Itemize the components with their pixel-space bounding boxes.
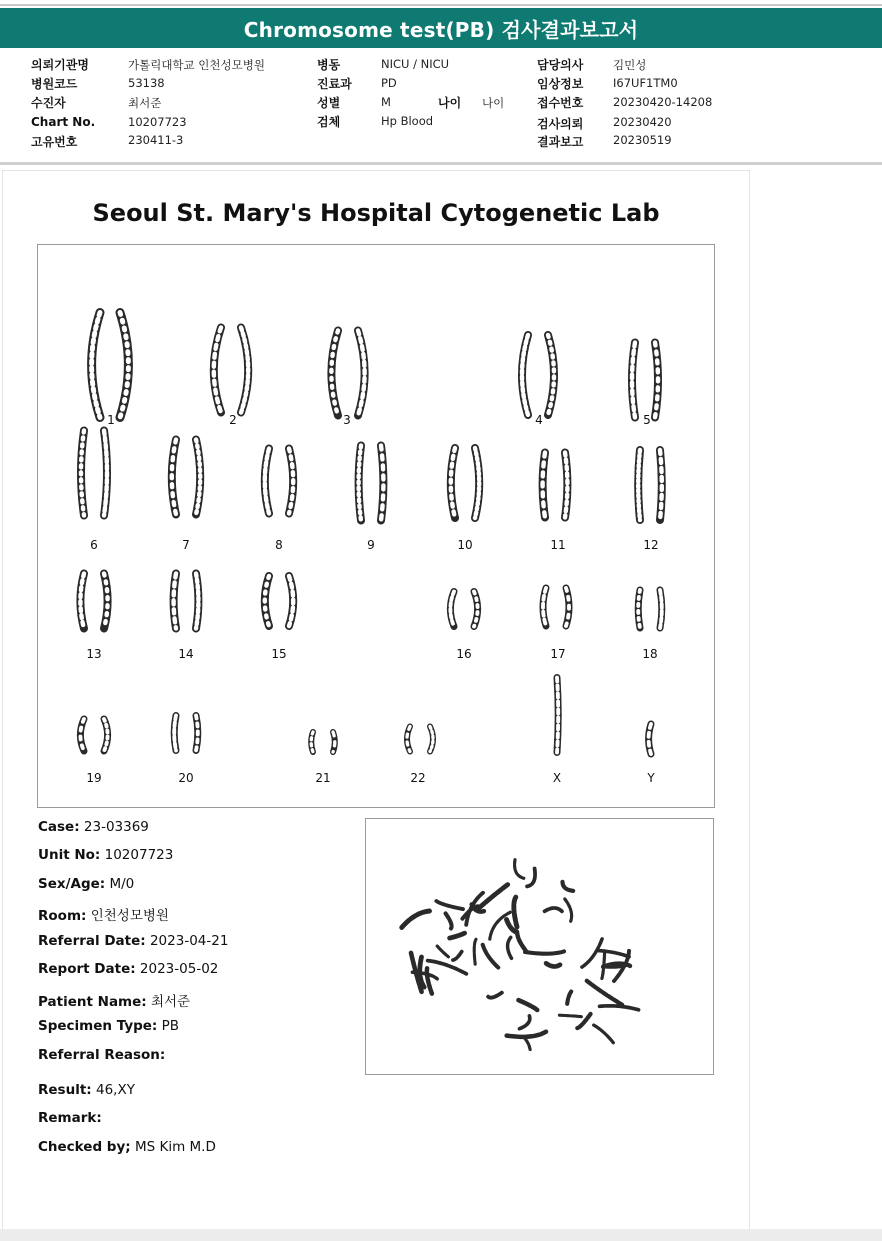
chromosome-bands xyxy=(543,453,545,518)
label-specimen: 검체 xyxy=(317,115,341,129)
chromosome xyxy=(548,335,554,415)
chromosome-label: Y xyxy=(647,771,655,785)
chromosome xyxy=(265,449,269,514)
metaphase-chromosome xyxy=(428,961,467,974)
chromosome xyxy=(333,732,335,752)
detail-value: 최서준 xyxy=(146,994,191,1010)
value-receipt-no: 20230420-14208 xyxy=(613,95,713,109)
chromosome xyxy=(81,431,84,516)
metaphase-chromosome xyxy=(527,869,535,887)
chromosome-bands xyxy=(196,574,198,629)
metaphase-chromosome xyxy=(594,1025,614,1043)
value-age: 나이 xyxy=(482,96,505,110)
detail-row xyxy=(38,1047,165,1063)
metaphase-chromosome xyxy=(546,963,561,966)
metaphase-chromosome xyxy=(483,945,499,968)
metaphase-chromosome xyxy=(427,968,432,994)
value-result-report: 20230519 xyxy=(613,133,672,147)
chromosome xyxy=(80,574,84,629)
metaphase-chromosome xyxy=(525,951,564,953)
metaphase-chromosome xyxy=(565,899,572,921)
chromosome xyxy=(120,313,128,418)
metaphase-chromosome xyxy=(525,1039,530,1050)
chromosome xyxy=(104,719,108,751)
label-sex: 성별 xyxy=(317,96,341,110)
chromosome xyxy=(407,727,410,752)
detail-row xyxy=(38,1082,135,1098)
chromosome xyxy=(566,588,569,626)
chromosome xyxy=(289,449,293,514)
value-physician: 김민성 xyxy=(613,58,647,72)
detail-label: Referral Reason: xyxy=(38,1047,166,1063)
bottom-margin xyxy=(0,1229,882,1241)
chromosome xyxy=(104,431,107,516)
chromosome xyxy=(638,590,640,628)
chromosome-label: 3 xyxy=(343,413,351,427)
chromosome xyxy=(311,732,313,752)
metaphase-chromosome xyxy=(582,939,602,967)
chromosome-label: 4 xyxy=(535,413,543,427)
metaphase-chromosome xyxy=(559,1015,581,1017)
value-patient: 최서준 xyxy=(128,96,162,110)
metaphase-chromosome xyxy=(508,937,512,958)
chromosome xyxy=(475,448,479,518)
chromosome-label: 1 xyxy=(107,413,115,427)
value-unique-no: 230411-3 xyxy=(128,133,184,147)
chromosome-label: 15 xyxy=(271,647,287,661)
value-ward: NICU / NICU xyxy=(381,57,450,71)
chromosome-label: 22 xyxy=(410,771,426,785)
metaphase-chromosome xyxy=(520,1016,530,1029)
label-receipt-no: 접수번호 xyxy=(537,96,584,110)
metaphase-chromosome xyxy=(563,882,575,891)
metaphase-chromosome xyxy=(602,951,605,979)
chromosome xyxy=(660,590,662,628)
detail-label: Patient Name: xyxy=(38,994,147,1010)
detail-value: 2023-04-21 xyxy=(145,933,229,949)
chromosome-bands xyxy=(638,450,640,520)
detail-row xyxy=(38,990,190,1010)
label-test-request: 검사의뢰 xyxy=(537,117,584,131)
detail-row xyxy=(38,1139,216,1155)
chromosome xyxy=(289,576,293,626)
chromosome xyxy=(104,574,108,629)
chromosome-bands xyxy=(660,590,662,628)
label-ward: 병동 xyxy=(317,58,341,72)
detail-label: Sex/Age: xyxy=(38,876,106,892)
label-age: 나이 xyxy=(438,96,462,110)
label-result-report: 결과보고 xyxy=(537,135,584,149)
karyogram-image xyxy=(38,245,714,807)
info-divider xyxy=(0,162,882,165)
chromosome-label: 9 xyxy=(367,538,375,552)
metaphase-chromosome xyxy=(598,951,629,957)
chromosome xyxy=(632,343,635,418)
metaphase-chromosome xyxy=(517,932,527,952)
report-header-title: Chromosome test(PB) 검사결과보고서 xyxy=(243,17,639,42)
detail-label: Result: xyxy=(38,1082,92,1098)
chromosome xyxy=(649,724,651,754)
detail-value: PB xyxy=(157,1018,180,1034)
label-patient: 수진자 xyxy=(31,96,66,110)
chromosome-label: 7 xyxy=(182,538,190,552)
metaphase-chromosome xyxy=(587,981,622,1005)
chromosome-label: 12 xyxy=(643,538,659,552)
value-hospital-code: 53138 xyxy=(128,76,165,90)
metaphase-panel xyxy=(365,818,714,1075)
chromosome xyxy=(381,446,383,521)
label-requesting-institution: 의뢰기관명 xyxy=(31,58,89,72)
metaphase-spread-image xyxy=(366,819,713,1074)
chromosome xyxy=(451,448,455,518)
metaphase-chromosome xyxy=(514,897,517,927)
chromosome xyxy=(655,343,658,418)
metaphase-chromosome xyxy=(515,860,524,879)
value-test-request: 20230420 xyxy=(613,115,672,129)
detail-row xyxy=(38,1018,179,1034)
detail-label: Room: xyxy=(38,908,87,924)
detail-row xyxy=(38,1110,102,1126)
chromosome-label: X xyxy=(552,771,562,785)
chromosome xyxy=(543,588,546,626)
chromosome-label: 8 xyxy=(275,538,283,552)
chromosome-label: 19 xyxy=(86,771,102,785)
label-clinical-info: 임상정보 xyxy=(537,77,584,91)
chromosome xyxy=(241,328,248,413)
chromosome-label: 13 xyxy=(86,647,102,661)
detail-row xyxy=(38,961,218,977)
label-unique-no: 고유번호 xyxy=(31,135,78,149)
value-chart-no: 10207723 xyxy=(128,115,187,129)
metaphase-chromosome xyxy=(519,1000,539,1011)
chromosome-label: 18 xyxy=(642,647,658,661)
chromosome xyxy=(638,450,640,520)
metaphase-chromosome xyxy=(436,901,463,909)
chromosome-bands xyxy=(660,450,662,520)
chromosome xyxy=(265,576,269,626)
metaphase-chromosome xyxy=(545,908,562,911)
chromosome xyxy=(450,592,454,627)
karyogram-panel xyxy=(37,244,715,808)
detail-row xyxy=(38,933,228,949)
label-hospital-code: 병원코드 xyxy=(31,77,78,91)
chromosome xyxy=(196,574,198,629)
chromosome-bands xyxy=(359,446,361,521)
chromosome xyxy=(430,727,433,752)
chromosome xyxy=(565,453,567,518)
chromosome xyxy=(557,678,558,753)
chromosome-label: 10 xyxy=(457,538,473,552)
value-requesting-institution: 가톨릭대학교 인천성모병원 xyxy=(128,58,265,72)
metaphase-chromosome xyxy=(507,1032,546,1037)
chromosome xyxy=(214,328,221,413)
chromosome-bands xyxy=(557,678,558,753)
detail-value: 23-03369 xyxy=(79,819,149,835)
chromosome xyxy=(331,331,338,416)
value-sex: M xyxy=(381,95,391,109)
value-department: PD xyxy=(381,76,397,90)
detail-row xyxy=(38,904,169,924)
detail-value: MS Kim M.D xyxy=(130,1139,216,1155)
metaphase-chromosome xyxy=(450,933,465,938)
detail-label: Remark: xyxy=(38,1110,102,1126)
chromosome-bands xyxy=(174,574,176,629)
chromosome xyxy=(172,440,176,515)
chromosome-label: 14 xyxy=(178,647,194,661)
detail-row xyxy=(38,847,173,863)
metaphase-chromosome xyxy=(480,885,508,908)
chromosome-label: 16 xyxy=(456,647,472,661)
detail-value: 인천성모병원 xyxy=(86,908,169,924)
chromosome-label: 17 xyxy=(550,647,566,661)
detail-label: Checked by; xyxy=(38,1139,131,1155)
top-rule xyxy=(0,4,882,6)
detail-row xyxy=(38,819,149,835)
label-department: 진료과 xyxy=(317,77,352,91)
metaphase-chromosome xyxy=(446,913,452,928)
detail-value: 10207723 xyxy=(100,847,174,863)
detail-label: Report Date: xyxy=(38,961,136,977)
chromosome xyxy=(196,716,198,751)
detail-label: Case: xyxy=(38,819,80,835)
detail-label: Unit No: xyxy=(38,847,101,863)
metaphase-chromosome xyxy=(567,992,571,1004)
patient-info-panel xyxy=(0,52,882,152)
chromosome xyxy=(92,313,100,418)
chromosome xyxy=(660,450,662,520)
lab-title: Seoul St. Mary's Hospital Cytogenetic Lab xyxy=(92,199,660,227)
chromosome xyxy=(359,446,361,521)
report-header-bar xyxy=(0,8,882,48)
detail-value: M/0 xyxy=(105,876,135,892)
metaphase-chromosome xyxy=(600,1006,639,1010)
metaphase-chromosome xyxy=(437,946,448,957)
chromosome-label: 5 xyxy=(643,413,651,427)
chromosome-label: 20 xyxy=(178,771,194,785)
metaphase-chromosome xyxy=(603,965,626,967)
chromosome-label: 11 xyxy=(550,538,566,552)
detail-label: Referral Date: xyxy=(38,933,146,949)
chromosome xyxy=(174,574,176,629)
value-clinical-info: I67UF1TM0 xyxy=(613,76,678,90)
karyotype-report-page xyxy=(2,170,750,1233)
chromosome-bands xyxy=(174,716,176,751)
chromosome-label: 2 xyxy=(229,413,237,427)
label-physician: 담당의사 xyxy=(537,58,584,72)
chromosome xyxy=(174,716,176,751)
chromosome xyxy=(474,592,478,627)
metaphase-chromosome xyxy=(488,993,502,998)
chromosome xyxy=(522,335,528,415)
detail-label: Specimen Type: xyxy=(38,1018,158,1034)
detail-value: 46,XY xyxy=(91,1082,135,1098)
metaphase-chromosome xyxy=(474,939,476,964)
chromosome-label: 21 xyxy=(315,771,331,785)
metaphase-chromosome xyxy=(402,911,430,928)
detail-value: 2023-05-02 xyxy=(135,961,219,977)
metaphase-chromosome xyxy=(453,952,462,961)
chromosome xyxy=(196,440,200,515)
detail-row xyxy=(38,876,134,892)
chromosome xyxy=(543,453,545,518)
chromosome-label: 6 xyxy=(90,538,98,552)
chromosome xyxy=(80,719,84,751)
label-chart-no: Chart No. xyxy=(31,115,96,129)
chromosome xyxy=(358,331,365,416)
value-specimen: Hp Blood xyxy=(381,114,434,128)
